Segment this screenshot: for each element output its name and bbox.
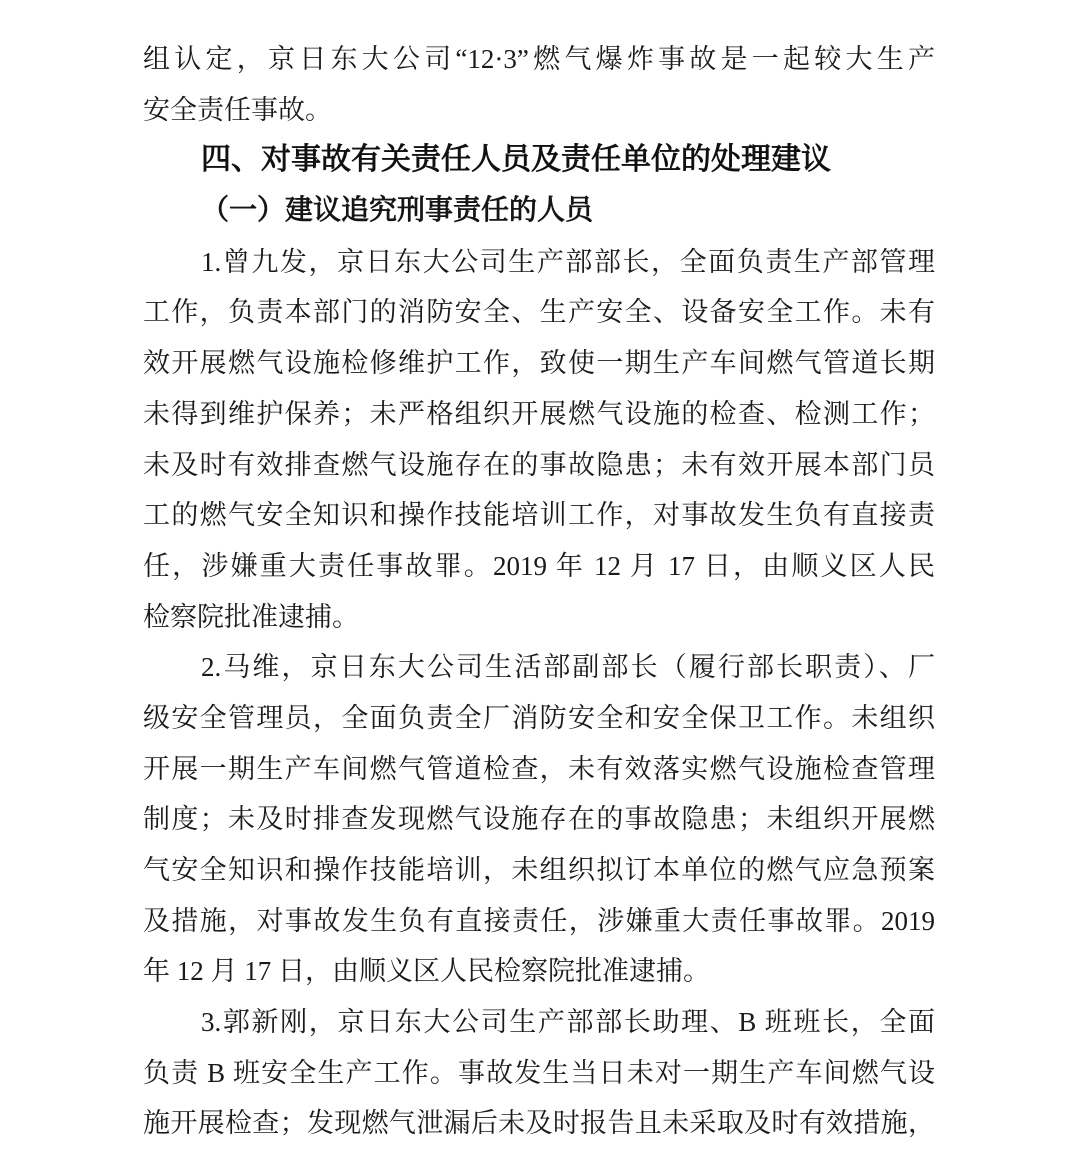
doc-line-9: 未及时有效排查燃气设施存在的事故隐患；未有效开展本部门员 (143, 449, 935, 480)
doc-line-16: 制度；未及时排查发现燃气设施存在的事故隐患；未组织开展燃 (143, 804, 935, 835)
doc-line-4: （一）建议追究刑事责任的人员 (201, 195, 594, 227)
doc-line-15: 开展一期生产车间燃气管道检查，未有效落实燃气设施检查管理 (143, 753, 935, 784)
doc-line-8: 未得到维护保养；未严格组织开展燃气设施的检查、检测工作； (143, 398, 935, 429)
doc-line-12: 检察院批准逮捕。 (143, 601, 359, 632)
doc-line-10: 工的燃气安全知识和操作技能培训工作，对事故发生负有直接责 (143, 500, 935, 531)
doc-line-1: 组认定，京日东大公司“12·3”燃气爆炸事故是一起较大生产 (143, 44, 935, 74)
document-body (143, 34, 935, 1149)
doc-line-19: 年 12 月 17 日，由顺义区人民检察院批准逮捕。 (143, 956, 710, 987)
doc-line-14: 级安全管理员，全面负责全厂消防安全和安全保卫工作。未组织 (143, 702, 935, 733)
doc-line-3: 四、对事故有关责任人员及责任单位的处理建议 (201, 143, 831, 177)
doc-line-7: 效开展燃气设施检修维护工作，致使一期生产车间燃气管道长期 (143, 348, 935, 379)
doc-line-17: 气安全知识和操作技能培训，未组织拟订本单位的燃气应急预案 (143, 855, 935, 885)
doc-line-21: 负责 B 班安全生产工作。事故发生当日未对一期生产车间燃气设 (143, 1057, 935, 1088)
doc-line-5: 1.曾九发，京日东大公司生产部部长，全面负责生产部管理 (201, 246, 935, 277)
doc-line-18: 及措施，对事故发生负有直接责任，涉嫌重大责任事故罪。2019 (143, 905, 935, 936)
doc-line-6: 工作，负责本部门的消防安全、生产安全、设备安全工作。未有 (143, 297, 935, 328)
doc-line-2: 安全责任事故。 (143, 94, 332, 125)
doc-line-20: 3.郭新刚，京日东大公司生产部部长助理、B 班班长，全面 (201, 1007, 935, 1038)
doc-line-11: 任，涉嫌重大责任事故罪。2019 年 12 月 17 日，由顺义区人民 (143, 550, 935, 581)
doc-line-22: 施开展检查；发现燃气泄漏后未及时报告且未采取及时有效措施， (143, 1108, 935, 1139)
doc-line-13: 2.马维，京日东大公司生活部副部长（履行部长职责）、厂 (201, 652, 935, 683)
